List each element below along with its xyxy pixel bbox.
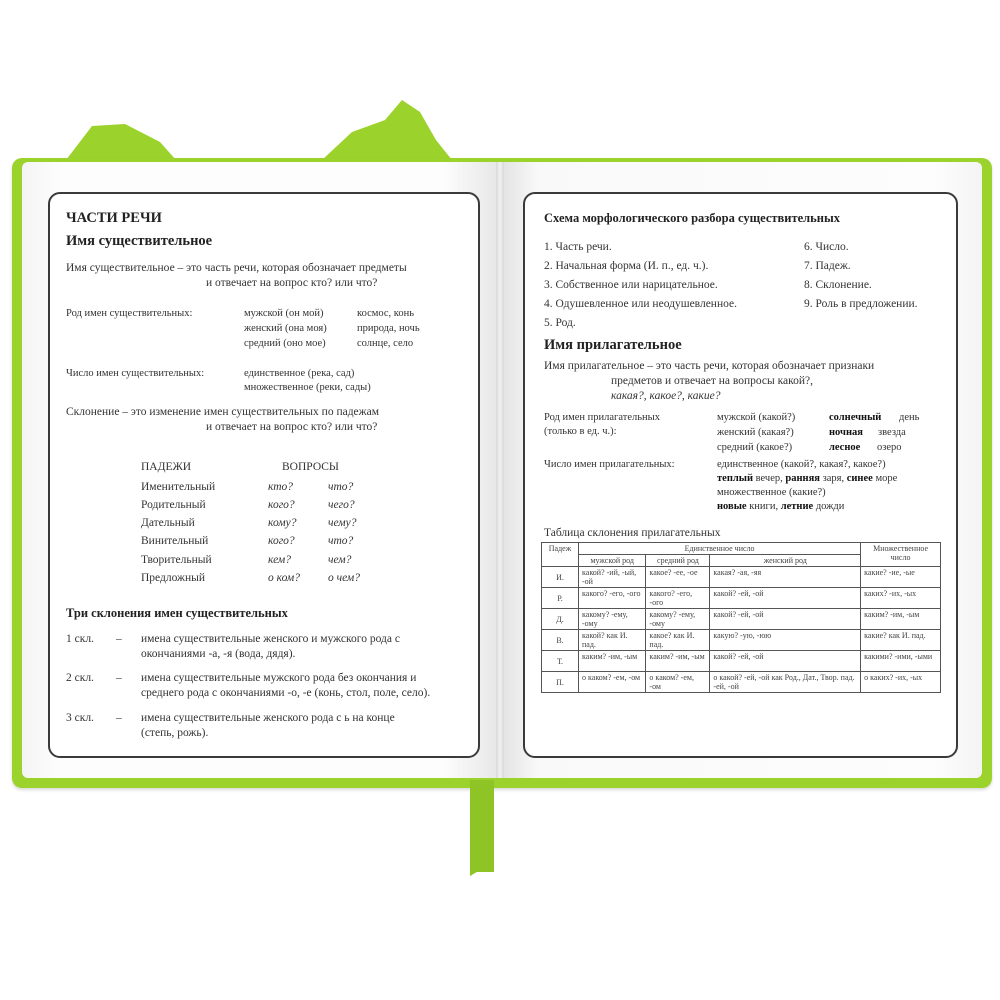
gender-neuter-examples: солнце, село xyxy=(357,338,414,349)
cases-header: ПАДЕЖИ xyxy=(141,461,192,473)
scheme-item: 7. Падеж. xyxy=(804,260,851,272)
example-text: заря, xyxy=(822,473,845,484)
declension-text-line1: имена существительные мужского рода без окончания и xyxy=(141,672,417,684)
example-bold: ранняя xyxy=(785,473,820,484)
table-cell: какое? как И. пад. xyxy=(646,630,710,651)
table-cell: какую? -ую, -юю xyxy=(710,630,861,651)
table-row xyxy=(542,630,941,651)
adjective-number-examples-1 xyxy=(717,472,897,486)
case-name: Творительный xyxy=(141,554,212,566)
scheme-item: 9. Роль в предложении. xyxy=(804,298,918,310)
scheme-item: 1. Часть речи. xyxy=(544,241,612,253)
number-singular: единственное (река, сад) xyxy=(244,368,355,379)
table-cell: какая? -ая, -яя xyxy=(710,567,861,588)
table-cell: какие? как И. пад. xyxy=(861,630,941,651)
gender-label: Род имен существительных: xyxy=(66,308,193,319)
declension-text-line2: (степь, рожь). xyxy=(141,727,209,739)
adjective-declension-table xyxy=(541,542,941,693)
case-q1: кем? xyxy=(268,554,291,566)
adjective-example-word: ночная xyxy=(829,427,863,438)
table-subheader: мужской род xyxy=(579,555,646,567)
case-name: Родительный xyxy=(141,499,206,511)
declension-definition-line2: и отвечает на вопрос кто? или что? xyxy=(206,421,378,433)
noun-definition-line2: и отвечает на вопрос кто? или что? xyxy=(206,277,378,289)
adjective-example-noun: день xyxy=(899,412,920,423)
bookmark-ribbon-tail xyxy=(470,862,494,876)
table-title: Таблица склонения прилагательных xyxy=(544,527,721,539)
adjective-title: Имя прилагательное xyxy=(544,337,682,353)
scheme-item: 6. Число. xyxy=(804,241,849,253)
declension-dash: – xyxy=(116,633,122,645)
adjective-example-word: солнечный xyxy=(829,412,882,423)
example-bold: новые xyxy=(717,501,747,512)
declension-text-line1: имена существительные женского и мужского рода с xyxy=(141,633,400,645)
case-q2: о чем? xyxy=(328,572,361,584)
case-q2: что? xyxy=(328,481,354,493)
declension-definition-line1: Склонение – это изменение имен существительных по падежам xyxy=(66,406,379,418)
case-q1: кому? xyxy=(268,517,297,529)
table-cell: какой? -ий, -ый, -ой xyxy=(579,567,646,588)
table-cell-case: Р. xyxy=(542,588,579,609)
gender-feminine: женский (она моя) xyxy=(244,323,327,334)
adjective-gender-label-line2: (только в ед. ч.): xyxy=(544,426,617,437)
table-header-singular: Единственное число xyxy=(579,543,861,555)
adjective-number-label: Число имен прилагательных: xyxy=(544,459,675,470)
table-cell: какой? -ей, -ой xyxy=(710,588,861,609)
example-bold: теплый xyxy=(717,473,754,484)
table-subheader: средний род xyxy=(646,555,710,567)
adjective-number-plural: множественное (какие?) xyxy=(717,487,826,498)
table-subheader: женский род xyxy=(710,555,861,567)
table-row xyxy=(542,672,941,693)
example-text: море xyxy=(875,473,898,484)
table-cell: каких? -их, -ых xyxy=(861,588,941,609)
three-declensions-title: Три склонения имен существительных xyxy=(66,606,288,620)
case-name: Предложный xyxy=(141,572,206,584)
scheme-item: 5. Род. xyxy=(544,317,576,329)
declension-dash: – xyxy=(116,672,122,684)
number-label: Число имен существительных: xyxy=(66,368,205,379)
gender-neuter: средний (оно мое) xyxy=(244,338,326,349)
gender-feminine-examples: природа, ночь xyxy=(357,323,420,334)
case-q2: что? xyxy=(328,535,354,547)
example-text: дожди xyxy=(815,501,845,512)
declension-label: 2 скл. xyxy=(66,672,94,684)
right-ear xyxy=(322,100,452,160)
adjective-example-noun: звезда xyxy=(878,427,906,438)
table-cell: о каком? -ем, -ом xyxy=(646,672,710,693)
gender-masculine: мужской (он мой) xyxy=(244,308,324,319)
case-q1: кто? xyxy=(268,481,294,493)
book-spine xyxy=(496,162,504,778)
scheme-title: Схема морфологического разбора существительных xyxy=(544,211,841,225)
scheme-item: 3. Собственное или нарицательное. xyxy=(544,279,718,291)
table-cell: какие? -ие, -ые xyxy=(861,567,941,588)
table-cell-case: В. xyxy=(542,630,579,651)
table-header-plural: Множественное число xyxy=(861,543,941,567)
gender-masculine-examples: космос, конь xyxy=(357,308,415,319)
case-q1: кого? xyxy=(268,499,295,511)
table-cell: какой? -ей, -ой xyxy=(710,609,861,630)
table-cell: какой? как И. пад. xyxy=(579,630,646,651)
number-plural: множественное (реки, сады) xyxy=(244,382,371,393)
noun-title: Имя существительное xyxy=(66,233,213,249)
table-row xyxy=(542,588,941,609)
table-cell: какой? -ей, -ой xyxy=(710,651,861,672)
adjective-gender: женский (какая?) xyxy=(717,427,794,438)
declension-label: 1 скл. xyxy=(66,633,94,645)
declension-dash: – xyxy=(116,712,122,724)
scheme-item: 4. Одушевленное или неодушевленное. xyxy=(544,298,737,310)
adjective-number-examples-2 xyxy=(717,500,844,514)
declension-text-line2: окончаниями -а, -я (вода, дядя). xyxy=(141,648,296,660)
table-cell-case: И. xyxy=(542,567,579,588)
scheme-item: 8. Склонение. xyxy=(804,279,872,291)
table-row xyxy=(542,609,941,630)
example-text: вечер, xyxy=(755,473,783,484)
case-name: Дательный xyxy=(141,517,195,529)
case-q2: чего? xyxy=(328,499,355,511)
left-ear xyxy=(66,124,176,160)
adjective-definition-line1: Имя прилагательное – это часть речи, которая обозначает признаки xyxy=(544,360,875,372)
table-cell: какого? -его, -ого xyxy=(646,588,710,609)
example-bold: летние xyxy=(780,501,814,512)
table-cell-case: П. xyxy=(542,672,579,693)
case-q2: чем? xyxy=(328,554,352,566)
table-row xyxy=(542,567,941,588)
questions-header: ВОПРОСЫ xyxy=(282,461,339,473)
table-cell: какими? -ими, -ыми xyxy=(861,651,941,672)
table-header-row xyxy=(542,543,941,555)
table-cell: о каком? -ем, -ом xyxy=(579,672,646,693)
table-cell: какое? -ее, -ое xyxy=(646,567,710,588)
table-cell: какому? -ему, -ому xyxy=(646,609,710,630)
adjective-example-word: лесное xyxy=(829,442,861,453)
table-header-case: Падеж xyxy=(542,543,579,567)
example-text: книги, xyxy=(749,501,779,512)
adjective-example-noun: озеро xyxy=(877,442,902,453)
adjective-number-singular: единственное (какой?, какая?, какое?) xyxy=(717,459,886,470)
table-cell: какому? -ему, -ому xyxy=(579,609,646,630)
declension-label: 3 скл. xyxy=(66,712,94,724)
declension-text-line2: среднего рода с окончаниями -о, -е (конь, стол, поле, село). xyxy=(141,687,431,699)
table-cell: каким? -им, -ым xyxy=(646,651,710,672)
case-name: Винительный xyxy=(141,535,209,547)
case-q2: чему? xyxy=(328,517,357,529)
declension-text-line1: имена существительные женского рода с ь на конце xyxy=(141,712,395,724)
table-cell: какого? -его, -ого xyxy=(579,588,646,609)
table-row xyxy=(542,651,941,672)
example-bold: синее xyxy=(846,473,873,484)
table-cell-case: Т. xyxy=(542,651,579,672)
scheme-item: 2. Начальная форма (И. п., ед. ч.). xyxy=(544,260,709,272)
bookmark-ribbon[interactable] xyxy=(470,780,494,872)
case-q1: кого? xyxy=(268,535,295,547)
case-name: Именительный xyxy=(141,481,216,493)
adjective-definition-line2: предметов и отвечает на вопросы какой?, xyxy=(611,375,814,387)
case-q1: о ком? xyxy=(268,572,300,584)
table-cell: о каких? -их, -ых xyxy=(861,672,941,693)
table-cell: каким? -им, -ым xyxy=(579,651,646,672)
adjective-gender-label-line1: Род имен прилагательных xyxy=(544,412,660,423)
table-cell-case: Д. xyxy=(542,609,579,630)
table-cell: каким? -им, -ым xyxy=(861,609,941,630)
section-title: ЧАСТИ РЕЧИ xyxy=(66,210,162,226)
noun-definition-line1: Имя существительное – это часть речи, которая обозначает предметы xyxy=(66,262,407,274)
adjective-definition-line3: какая?, какое?, какие? xyxy=(611,390,721,402)
table-cell: о какой? -ей, -ой как Род., Дат., Твор. пад. -ей, -ой xyxy=(710,672,861,693)
adjective-gender: средний (какое?) xyxy=(717,442,793,453)
adjective-gender: мужской (какой?) xyxy=(717,412,796,423)
